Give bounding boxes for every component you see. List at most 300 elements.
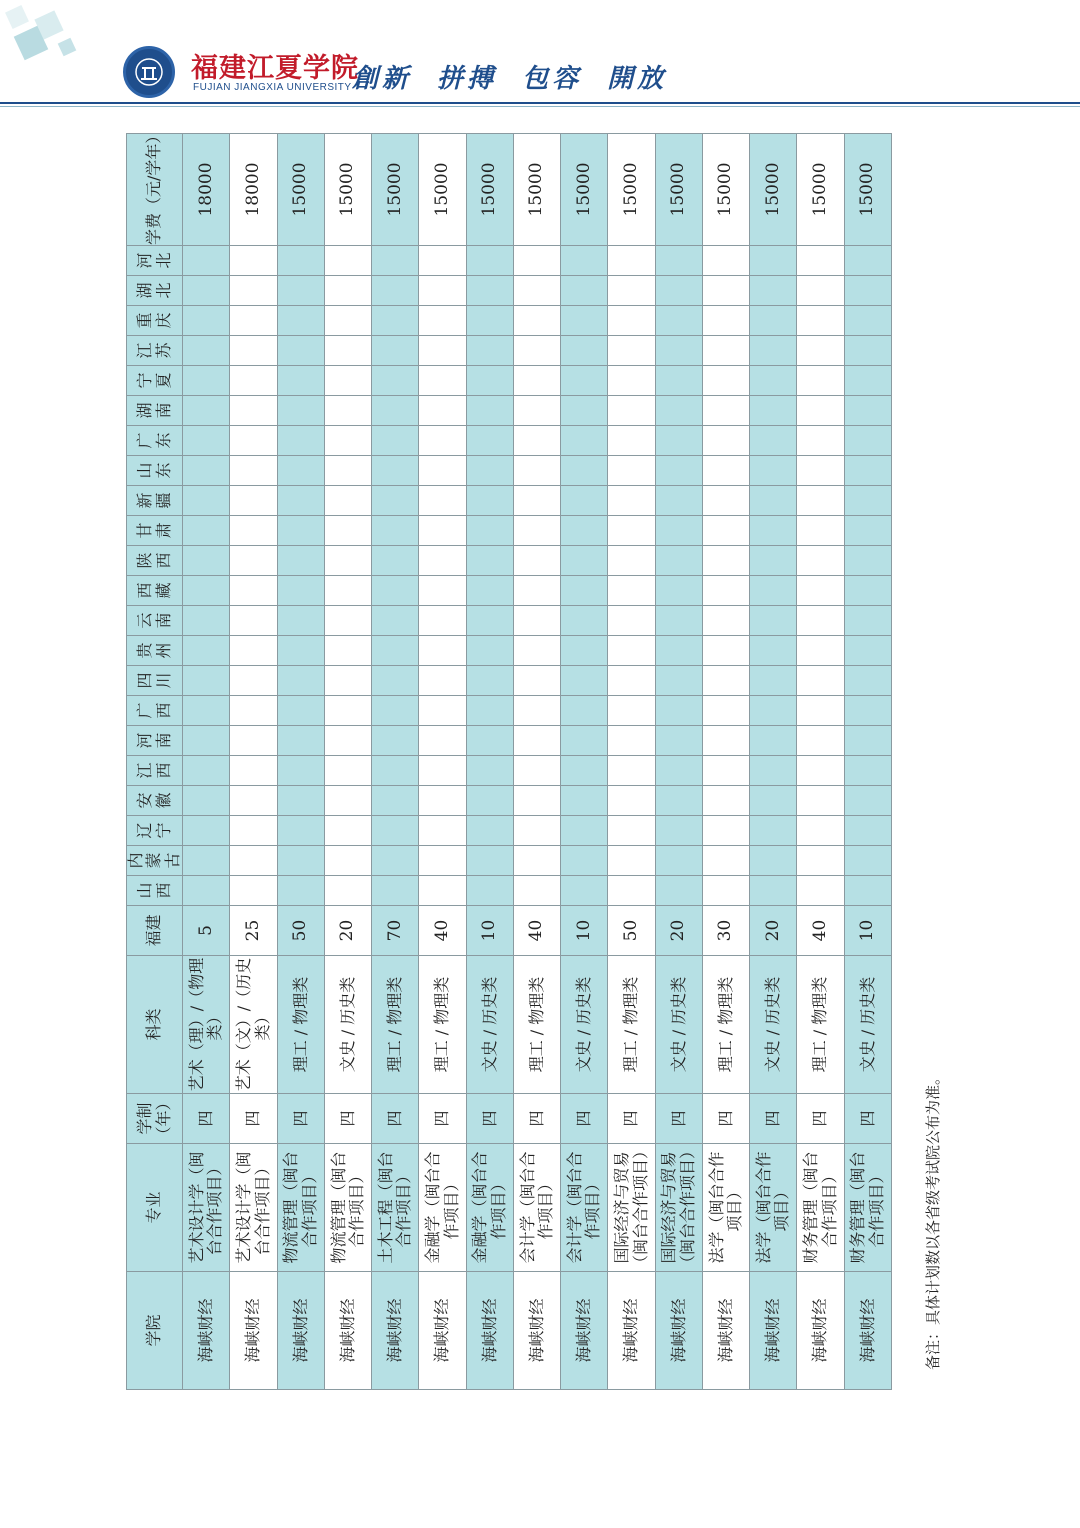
cell-empty-province: [372, 426, 419, 456]
cell-empty-province: [277, 606, 324, 636]
cell-fujian: 20: [655, 906, 702, 956]
cell-empty-province: [750, 756, 797, 786]
cell-fujian: 50: [277, 906, 324, 956]
cell-empty-province: [466, 246, 513, 276]
cell-empty-province: [372, 306, 419, 336]
cell-empty-province: [513, 846, 560, 876]
cell-empty-province: [183, 576, 230, 606]
cell-empty-province: [561, 486, 608, 516]
cell-empty-province: [561, 456, 608, 486]
cell-empty-province: [324, 786, 371, 816]
cell-empty-province: [561, 516, 608, 546]
cell-fujian: 40: [419, 906, 466, 956]
cell-empty-province: [513, 486, 560, 516]
cell-empty-province: [750, 606, 797, 636]
cell-empty-province: [608, 426, 655, 456]
cell-empty-province: [183, 786, 230, 816]
cell-empty-province: [230, 276, 277, 306]
cell-empty-province: [608, 816, 655, 846]
cell-empty-province: [277, 246, 324, 276]
page-header: [0, 0, 1080, 120]
cell-fujian: 40: [513, 906, 560, 956]
cell-empty-province: [844, 276, 891, 306]
cell-fee: 18000: [183, 134, 230, 246]
cell-empty-province: [183, 876, 230, 906]
cell-empty-province: [372, 696, 419, 726]
cell-empty-province: [466, 456, 513, 486]
cell-empty-province: [230, 756, 277, 786]
cell-empty-province: [608, 756, 655, 786]
column-header: 山东: [127, 456, 183, 486]
table-row: [797, 134, 844, 1390]
cell-empty-province: [844, 816, 891, 846]
cell-category: 文史 / 历史类: [324, 956, 371, 1094]
column-header: 科类: [127, 956, 183, 1094]
cell-college: 海峡财经: [844, 1272, 891, 1390]
cell-category: 文史 / 历史类: [750, 956, 797, 1094]
cell-empty-province: [844, 246, 891, 276]
cell-college: 海峡财经: [183, 1272, 230, 1390]
cell-category: 理工 / 物理类: [513, 956, 560, 1094]
cell-empty-province: [797, 846, 844, 876]
cell-empty-province: [419, 726, 466, 756]
cell-empty-province: [844, 366, 891, 396]
cell-category: 文史 / 历史类: [561, 956, 608, 1094]
cell-empty-province: [230, 336, 277, 366]
cell-empty-province: [797, 576, 844, 606]
cell-empty-province: [561, 876, 608, 906]
cell-fujian: 30: [702, 906, 749, 956]
cell-empty-province: [702, 786, 749, 816]
cell-empty-province: [608, 336, 655, 366]
cell-fee: 15000: [797, 134, 844, 246]
cell-empty-province: [230, 696, 277, 726]
cell-empty-province: [466, 486, 513, 516]
column-header: 陕西: [127, 546, 183, 576]
cell-empty-province: [324, 876, 371, 906]
cell-empty-province: [466, 306, 513, 336]
cell-empty-province: [844, 846, 891, 876]
cell-empty-province: [230, 486, 277, 516]
cell-empty-province: [277, 636, 324, 666]
cell-years: 四: [419, 1094, 466, 1144]
column-header: 甘肃: [127, 516, 183, 546]
table-row: [655, 134, 702, 1390]
cell-empty-province: [324, 516, 371, 546]
cell-years: 四: [561, 1094, 608, 1144]
cell-empty-province: [324, 666, 371, 696]
column-header: 安徽: [127, 786, 183, 816]
cell-category: 艺术（理）/（物理类）: [183, 956, 230, 1094]
cell-empty-province: [466, 816, 513, 846]
column-header: 河北: [127, 246, 183, 276]
cell-empty-province: [844, 756, 891, 786]
cell-fee: 15000: [561, 134, 608, 246]
cell-empty-province: [183, 666, 230, 696]
cell-empty-province: [702, 516, 749, 546]
cell-empty-province: [277, 396, 324, 426]
cell-empty-province: [230, 516, 277, 546]
cell-empty-province: [419, 306, 466, 336]
cell-fee: 15000: [608, 134, 655, 246]
cell-empty-province: [561, 756, 608, 786]
cell-empty-province: [230, 306, 277, 336]
cell-empty-province: [277, 816, 324, 846]
cell-empty-province: [797, 396, 844, 426]
cell-empty-province: [183, 606, 230, 636]
cell-empty-province: [324, 816, 371, 846]
cell-college: 海峡财经: [608, 1272, 655, 1390]
cell-empty-province: [466, 846, 513, 876]
cell-empty-province: [702, 396, 749, 426]
table-row: [702, 134, 749, 1390]
table-row: [513, 134, 560, 1390]
cell-college: 海峡财经: [277, 1272, 324, 1390]
cell-empty-province: [750, 396, 797, 426]
cell-fujian: 50: [608, 906, 655, 956]
cell-empty-province: [750, 846, 797, 876]
cell-empty-province: [797, 726, 844, 756]
university-name-cn: 福建江夏学院: [191, 53, 359, 84]
cell-empty-province: [655, 276, 702, 306]
cell-years: 四: [277, 1094, 324, 1144]
column-header: 广东: [127, 426, 183, 456]
cell-empty-province: [561, 426, 608, 456]
cell-college: 海峡财经: [655, 1272, 702, 1390]
cell-empty-province: [277, 546, 324, 576]
cell-empty-province: [513, 756, 560, 786]
cell-fee: 15000: [702, 134, 749, 246]
cell-empty-province: [797, 816, 844, 846]
cell-empty-province: [797, 366, 844, 396]
cell-fee: 15000: [513, 134, 560, 246]
cell-empty-province: [466, 666, 513, 696]
cell-empty-province: [797, 786, 844, 816]
cell-empty-province: [750, 816, 797, 846]
cell-major: 物流管理（闽台合作项目）: [277, 1144, 324, 1272]
table-row: [372, 134, 419, 1390]
cell-empty-province: [419, 486, 466, 516]
cell-empty-province: [702, 546, 749, 576]
cell-major: 金融学（闽台合作项目）: [466, 1144, 513, 1272]
cell-empty-province: [277, 366, 324, 396]
cell-empty-province: [324, 846, 371, 876]
cell-fee: 15000: [419, 134, 466, 246]
cell-years: 四: [702, 1094, 749, 1144]
cell-empty-province: [183, 276, 230, 306]
cell-empty-province: [277, 726, 324, 756]
cell-empty-province: [655, 606, 702, 636]
cell-empty-province: [608, 576, 655, 606]
cell-empty-province: [277, 276, 324, 306]
cell-empty-province: [608, 846, 655, 876]
cell-empty-province: [419, 336, 466, 366]
cell-college: 海峡财经: [561, 1272, 608, 1390]
cell-empty-province: [844, 636, 891, 666]
cell-empty-province: [419, 696, 466, 726]
cell-empty-province: [655, 696, 702, 726]
cell-empty-province: [655, 396, 702, 426]
cell-empty-province: [419, 786, 466, 816]
column-header: 湖南: [127, 396, 183, 426]
cell-fujian: 10: [844, 906, 891, 956]
cell-empty-province: [702, 336, 749, 366]
cell-empty-province: [419, 846, 466, 876]
cell-fujian: 20: [324, 906, 371, 956]
column-header: 重庆: [127, 306, 183, 336]
cell-empty-province: [372, 456, 419, 486]
cell-empty-province: [655, 366, 702, 396]
cell-empty-province: [655, 426, 702, 456]
enrollment-table-wrapper: [126, 127, 892, 1390]
cell-fujian: 10: [466, 906, 513, 956]
cell-empty-province: [372, 756, 419, 786]
cell-empty-province: [513, 516, 560, 546]
cell-empty-province: [513, 276, 560, 306]
cell-empty-province: [702, 306, 749, 336]
cell-empty-province: [797, 336, 844, 366]
cell-empty-province: [797, 606, 844, 636]
cell-category: 文史 / 历史类: [655, 956, 702, 1094]
cell-empty-province: [561, 366, 608, 396]
cell-empty-province: [277, 846, 324, 876]
cell-empty-province: [608, 636, 655, 666]
cell-empty-province: [466, 516, 513, 546]
cell-empty-province: [513, 726, 560, 756]
cell-empty-province: [230, 636, 277, 666]
cell-empty-province: [466, 396, 513, 426]
column-header: 河南: [127, 726, 183, 756]
cell-fujian: 20: [750, 906, 797, 956]
cell-empty-province: [561, 246, 608, 276]
footnote: 备注：具体计划数以各省级考试院公布为准。: [924, 1069, 942, 1370]
cell-empty-province: [324, 486, 371, 516]
cell-college: 海峡财经: [230, 1272, 277, 1390]
cell-empty-province: [372, 546, 419, 576]
cell-empty-province: [655, 306, 702, 336]
cell-category: 理工 / 物理类: [419, 956, 466, 1094]
cell-years: 四: [608, 1094, 655, 1144]
cell-empty-province: [183, 336, 230, 366]
cell-empty-province: [466, 576, 513, 606]
cell-major: 物流管理（闽台合作项目）: [324, 1144, 371, 1272]
cell-college: 海峡财经: [750, 1272, 797, 1390]
cell-empty-province: [702, 246, 749, 276]
table-row: [466, 134, 513, 1390]
cell-empty-province: [230, 576, 277, 606]
cell-empty-province: [183, 756, 230, 786]
cell-empty-province: [702, 816, 749, 846]
cell-empty-province: [372, 276, 419, 306]
column-header: 广西: [127, 696, 183, 726]
cell-empty-province: [702, 846, 749, 876]
cell-empty-province: [655, 576, 702, 606]
cell-empty-province: [655, 876, 702, 906]
cell-empty-province: [655, 816, 702, 846]
cell-fee: 15000: [750, 134, 797, 246]
cell-empty-province: [750, 516, 797, 546]
cell-empty-province: [844, 456, 891, 486]
cell-empty-province: [655, 546, 702, 576]
cell-empty-province: [419, 516, 466, 546]
cell-empty-province: [561, 726, 608, 756]
cell-empty-province: [702, 486, 749, 516]
cell-category: 理工 / 物理类: [702, 956, 749, 1094]
cell-years: 四: [513, 1094, 560, 1144]
cell-empty-province: [230, 366, 277, 396]
cell-empty-province: [844, 576, 891, 606]
column-header: 学费（元/学年）: [127, 134, 183, 246]
header-rule: [0, 102, 1080, 104]
cell-empty-province: [702, 426, 749, 456]
cell-empty-province: [230, 816, 277, 846]
cell-empty-province: [324, 366, 371, 396]
cell-empty-province: [324, 426, 371, 456]
cell-empty-province: [797, 516, 844, 546]
cell-major: 会计学（闽台合作项目）: [561, 1144, 608, 1272]
decorative-square: [58, 38, 77, 57]
cell-empty-province: [466, 696, 513, 726]
column-header: 学制（年）: [127, 1094, 183, 1144]
cell-empty-province: [844, 396, 891, 426]
cell-empty-province: [277, 576, 324, 606]
cell-category: 理工 / 物理类: [372, 956, 419, 1094]
cell-empty-province: [702, 876, 749, 906]
cell-empty-province: [324, 636, 371, 666]
university-motto: 創新 拼搏 包容 開放: [352, 64, 668, 94]
cell-empty-province: [230, 396, 277, 426]
cell-empty-province: [372, 636, 419, 666]
cell-empty-province: [608, 666, 655, 696]
enrollment-table: [126, 127, 892, 1390]
cell-empty-province: [277, 426, 324, 456]
cell-empty-province: [183, 306, 230, 336]
cell-empty-province: [230, 426, 277, 456]
cell-empty-province: [513, 456, 560, 486]
column-header: 西藏: [127, 576, 183, 606]
cell-empty-province: [324, 246, 371, 276]
cell-empty-province: [797, 426, 844, 456]
cell-major: 艺术设计学（闽台合作项目）: [183, 1144, 230, 1272]
cell-college: 海峡财经: [513, 1272, 560, 1390]
cell-empty-province: [750, 546, 797, 576]
cell-empty-province: [797, 276, 844, 306]
university-name-en: FUJIAN JIANGXIA UNIVERSITY: [193, 82, 352, 93]
cell-empty-province: [750, 426, 797, 456]
cell-empty-province: [324, 756, 371, 786]
cell-empty-province: [230, 846, 277, 876]
cell-empty-province: [561, 696, 608, 726]
cell-empty-province: [324, 546, 371, 576]
cell-major: 艺术设计学（闽台合作项目）: [230, 1144, 277, 1272]
column-header: 山西: [127, 876, 183, 906]
column-header: 福建: [127, 906, 183, 956]
cell-empty-province: [655, 636, 702, 666]
cell-empty-province: [702, 726, 749, 756]
cell-empty-province: [844, 426, 891, 456]
cell-empty-province: [419, 366, 466, 396]
cell-empty-province: [844, 546, 891, 576]
cell-empty-province: [419, 396, 466, 426]
cell-empty-province: [655, 336, 702, 366]
cell-major: 法学（闽台合作项目）: [702, 1144, 749, 1272]
cell-empty-province: [561, 636, 608, 666]
cell-empty-province: [372, 606, 419, 636]
cell-empty-province: [466, 636, 513, 666]
cell-empty-province: [324, 396, 371, 426]
cell-empty-province: [324, 336, 371, 366]
cell-empty-province: [419, 276, 466, 306]
university-logo-icon: [123, 46, 175, 98]
cell-empty-province: [844, 516, 891, 546]
cell-empty-province: [372, 516, 419, 546]
cell-empty-province: [183, 396, 230, 426]
cell-empty-province: [324, 276, 371, 306]
table-row: [608, 134, 655, 1390]
table-row: [750, 134, 797, 1390]
column-header: 宁夏: [127, 366, 183, 396]
cell-empty-province: [277, 456, 324, 486]
table-row: [230, 134, 277, 1390]
header-rule-thin: [0, 106, 1080, 107]
cell-fee: 15000: [324, 134, 371, 246]
table-row: [277, 134, 324, 1390]
cell-empty-province: [655, 456, 702, 486]
cell-empty-province: [466, 726, 513, 756]
cell-empty-province: [750, 486, 797, 516]
cell-empty-province: [750, 666, 797, 696]
cell-empty-province: [466, 786, 513, 816]
cell-empty-province: [655, 516, 702, 546]
column-header: 新疆: [127, 486, 183, 516]
cell-major: 土木工程（闽台合作项目）: [372, 1144, 419, 1272]
cell-major: 国际经济与贸易（闽台合作项目）: [655, 1144, 702, 1272]
cell-empty-province: [419, 756, 466, 786]
cell-empty-province: [419, 546, 466, 576]
cell-empty-province: [324, 306, 371, 336]
cell-empty-province: [655, 486, 702, 516]
cell-empty-province: [655, 786, 702, 816]
cell-category: 理工 / 物理类: [608, 956, 655, 1094]
cell-empty-province: [608, 726, 655, 756]
table-row: [183, 134, 230, 1390]
cell-empty-province: [324, 576, 371, 606]
cell-empty-province: [750, 576, 797, 606]
cell-empty-province: [608, 516, 655, 546]
cell-empty-province: [419, 636, 466, 666]
cell-empty-province: [277, 336, 324, 366]
cell-fee: 18000: [230, 134, 277, 246]
cell-empty-province: [372, 876, 419, 906]
cell-empty-province: [608, 696, 655, 726]
cell-empty-province: [466, 876, 513, 906]
cell-empty-province: [513, 606, 560, 636]
cell-empty-province: [513, 876, 560, 906]
cell-college: 海峡财经: [324, 1272, 371, 1390]
cell-empty-province: [513, 366, 560, 396]
cell-years: 四: [230, 1094, 277, 1144]
cell-empty-province: [466, 426, 513, 456]
cell-empty-province: [277, 486, 324, 516]
cell-empty-province: [372, 576, 419, 606]
cell-empty-province: [750, 306, 797, 336]
cell-empty-province: [750, 636, 797, 666]
cell-category: 理工 / 物理类: [797, 956, 844, 1094]
cell-major: 财务管理（闽台合作项目）: [797, 1144, 844, 1272]
cell-empty-province: [466, 756, 513, 786]
cell-empty-province: [608, 366, 655, 396]
cell-empty-province: [513, 336, 560, 366]
